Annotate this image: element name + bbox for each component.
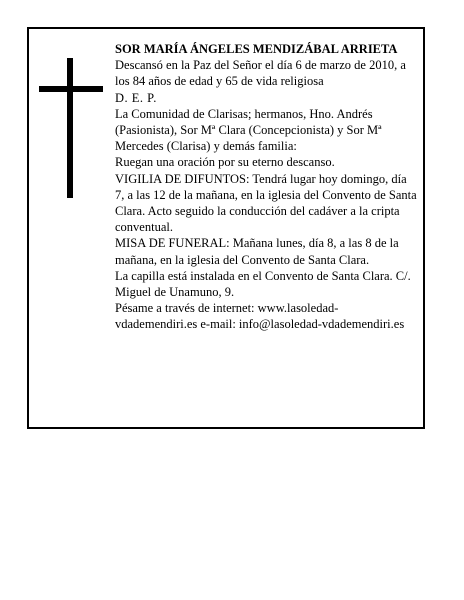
funeral-mass-paragraph: MISA DE FUNERAL: Mañana lunes, día 8, a las 8 de la mañana, en la iglesia del Convento de Santa Clara. [115,236,399,267]
cross-horizontal-bar [39,86,103,92]
cross-vertical-bar [67,58,73,198]
chapel-location-paragraph: La capilla está instalada en el Convento de Santa Clara. C/. Miguel de Unamuno, 9. [115,268,411,300]
death-details-paragraph: Descansó en la Paz del Señor el día 6 de marzo de 2010, a los 84 años de edad y 65 de vida religiosa [115,58,406,89]
family-paragraph: La Comunidad de Clarisas; hermanos, Hno. Andrés (Pasionista), Sor Mª Clara (Concepcionista) y Sor Mª Mercedes (Clarisa) y demás familia: [115,106,382,154]
online-condolence-paragraph: Pésame a través de internet: www.lasoledad-vdademendiri.es e-mail: info@lasoledad-vdademendiri.es [115,301,405,332]
obituary-notice-frame [27,27,425,429]
obituary-text-block [115,41,419,333]
prayer-request-line: Ruegan una oración por su eterno descanso. [115,155,335,170]
vigil-paragraph: VIGILIA DE DIFUNTOS: Tendrá lugar hoy domingo, día 7, a las 12 de la mañana, en la iglesia del Convento de Santa Clara. Acto seguido la conducción del cadáver a la cripta conventual. [115,171,417,235]
rest-in-peace-line: D. E. P. [115,90,157,105]
latin-cross-icon [39,58,103,198]
deceased-name-title: SOR MARÍA ÁNGELES MENDIZÁBAL ARRIETA [115,42,398,56]
